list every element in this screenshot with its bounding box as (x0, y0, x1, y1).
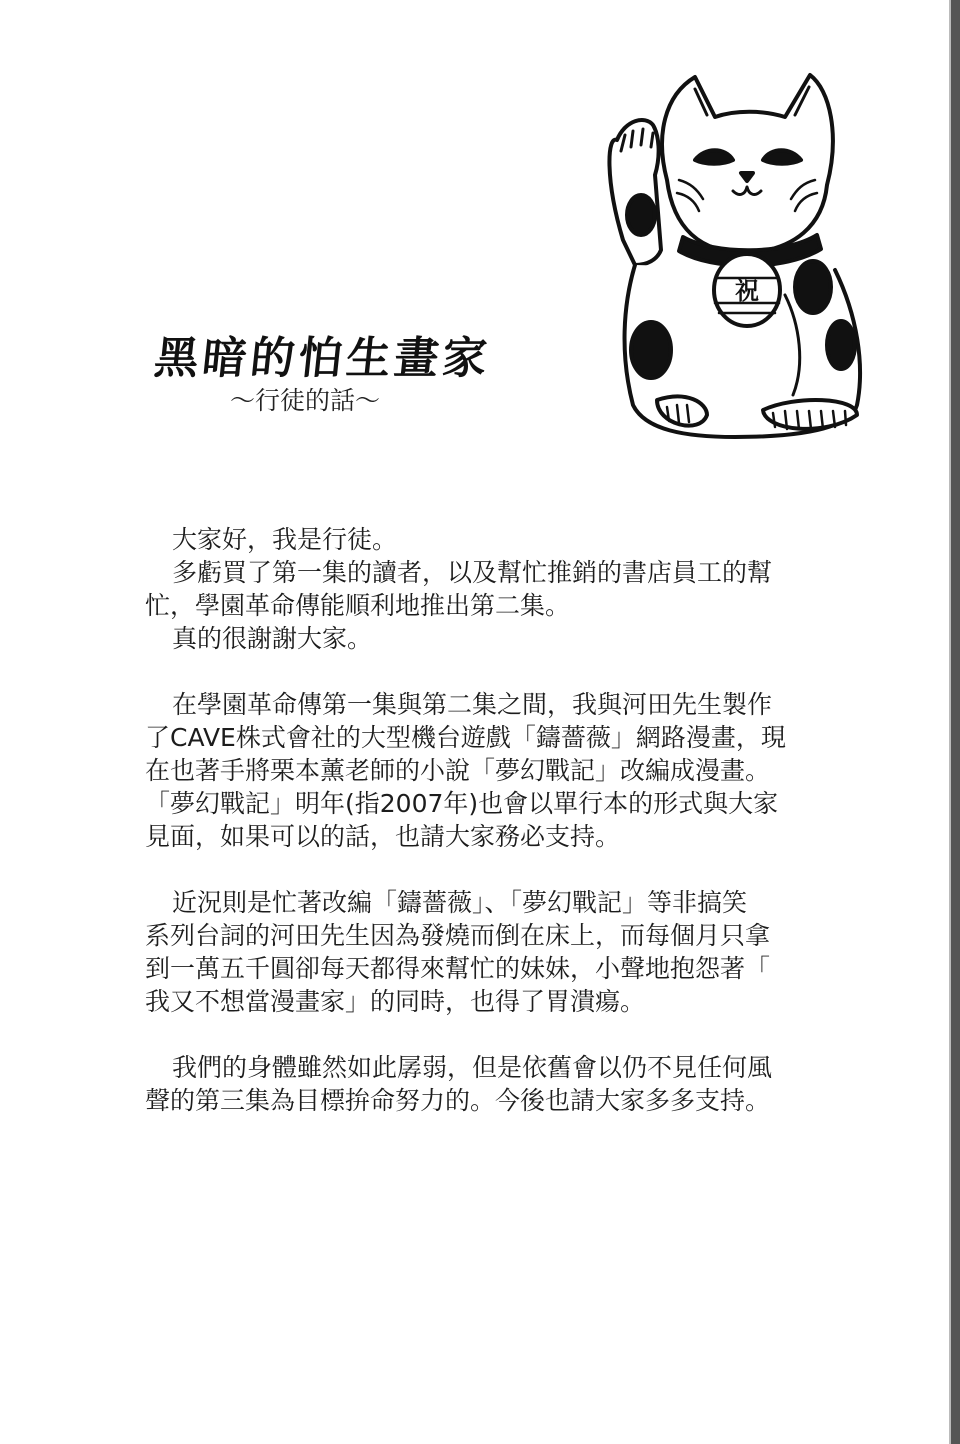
text-line: 我又不想當漫畫家」的同時，也得了胃潰瘍。 (145, 987, 646, 1016)
text-line: 我們的身體雖然如此孱弱，但是依舊會以仍不見任何風 (172, 1053, 773, 1082)
text-line: 系列台詞的河田先生因為發燒而倒在床上，而每個月只拿 (145, 921, 771, 950)
paragraph-1 (145, 523, 835, 655)
paragraph-2 (145, 688, 835, 853)
text-line: 近況則是忙著改編「鑄薔薇」、「夢幻戰記」等非搞笑 (172, 888, 748, 917)
text-line: 多虧買了第一集的讀者，以及幫忙推銷的書店員工的幫 (172, 558, 773, 587)
text-line: 在也著手將栗本薰老師的小說「夢幻戰記」改編成漫畫。 (145, 756, 771, 785)
cat-charm-character: 祝 (735, 276, 759, 305)
text-line: 「夢幻戰記」明年(指2007年)也會以單行本的形式與大家 (145, 789, 779, 818)
paragraph-4 (145, 1051, 835, 1117)
text-line: 見面，如果可以的話，也請大家務必支持。 (145, 822, 621, 851)
text-line: 聲的第三集為目標拚命努力的。今後也請大家多多支持。 (145, 1086, 771, 1115)
text-line: 到一萬五千圓卻每天都得來幫忙的妹妹，小聲地抱怨著「 (145, 954, 771, 983)
text-line: 忙，學園革命傳能順利地推出第二集。 (145, 591, 571, 620)
paragraph-3 (145, 886, 835, 1018)
text-line: 在學園革命傳第一集與第二集之間，我與河田先生製作 (172, 690, 773, 719)
maneki-neko-illustration (595, 65, 870, 445)
page-title: 黑暗的怕生畫家 (151, 333, 494, 384)
text-line: 了CAVE株式會社的大型機台遊戲「鑄薔薇」網路漫畫，現 (145, 723, 786, 752)
text-line: 大家好，我是行徒。 (172, 525, 398, 554)
text-line: 真的很謝謝大家。 (172, 624, 373, 653)
page-subtitle: ～行徒的話～ (230, 386, 381, 415)
page-edge (951, 0, 960, 1444)
afterword-body (145, 523, 835, 1150)
